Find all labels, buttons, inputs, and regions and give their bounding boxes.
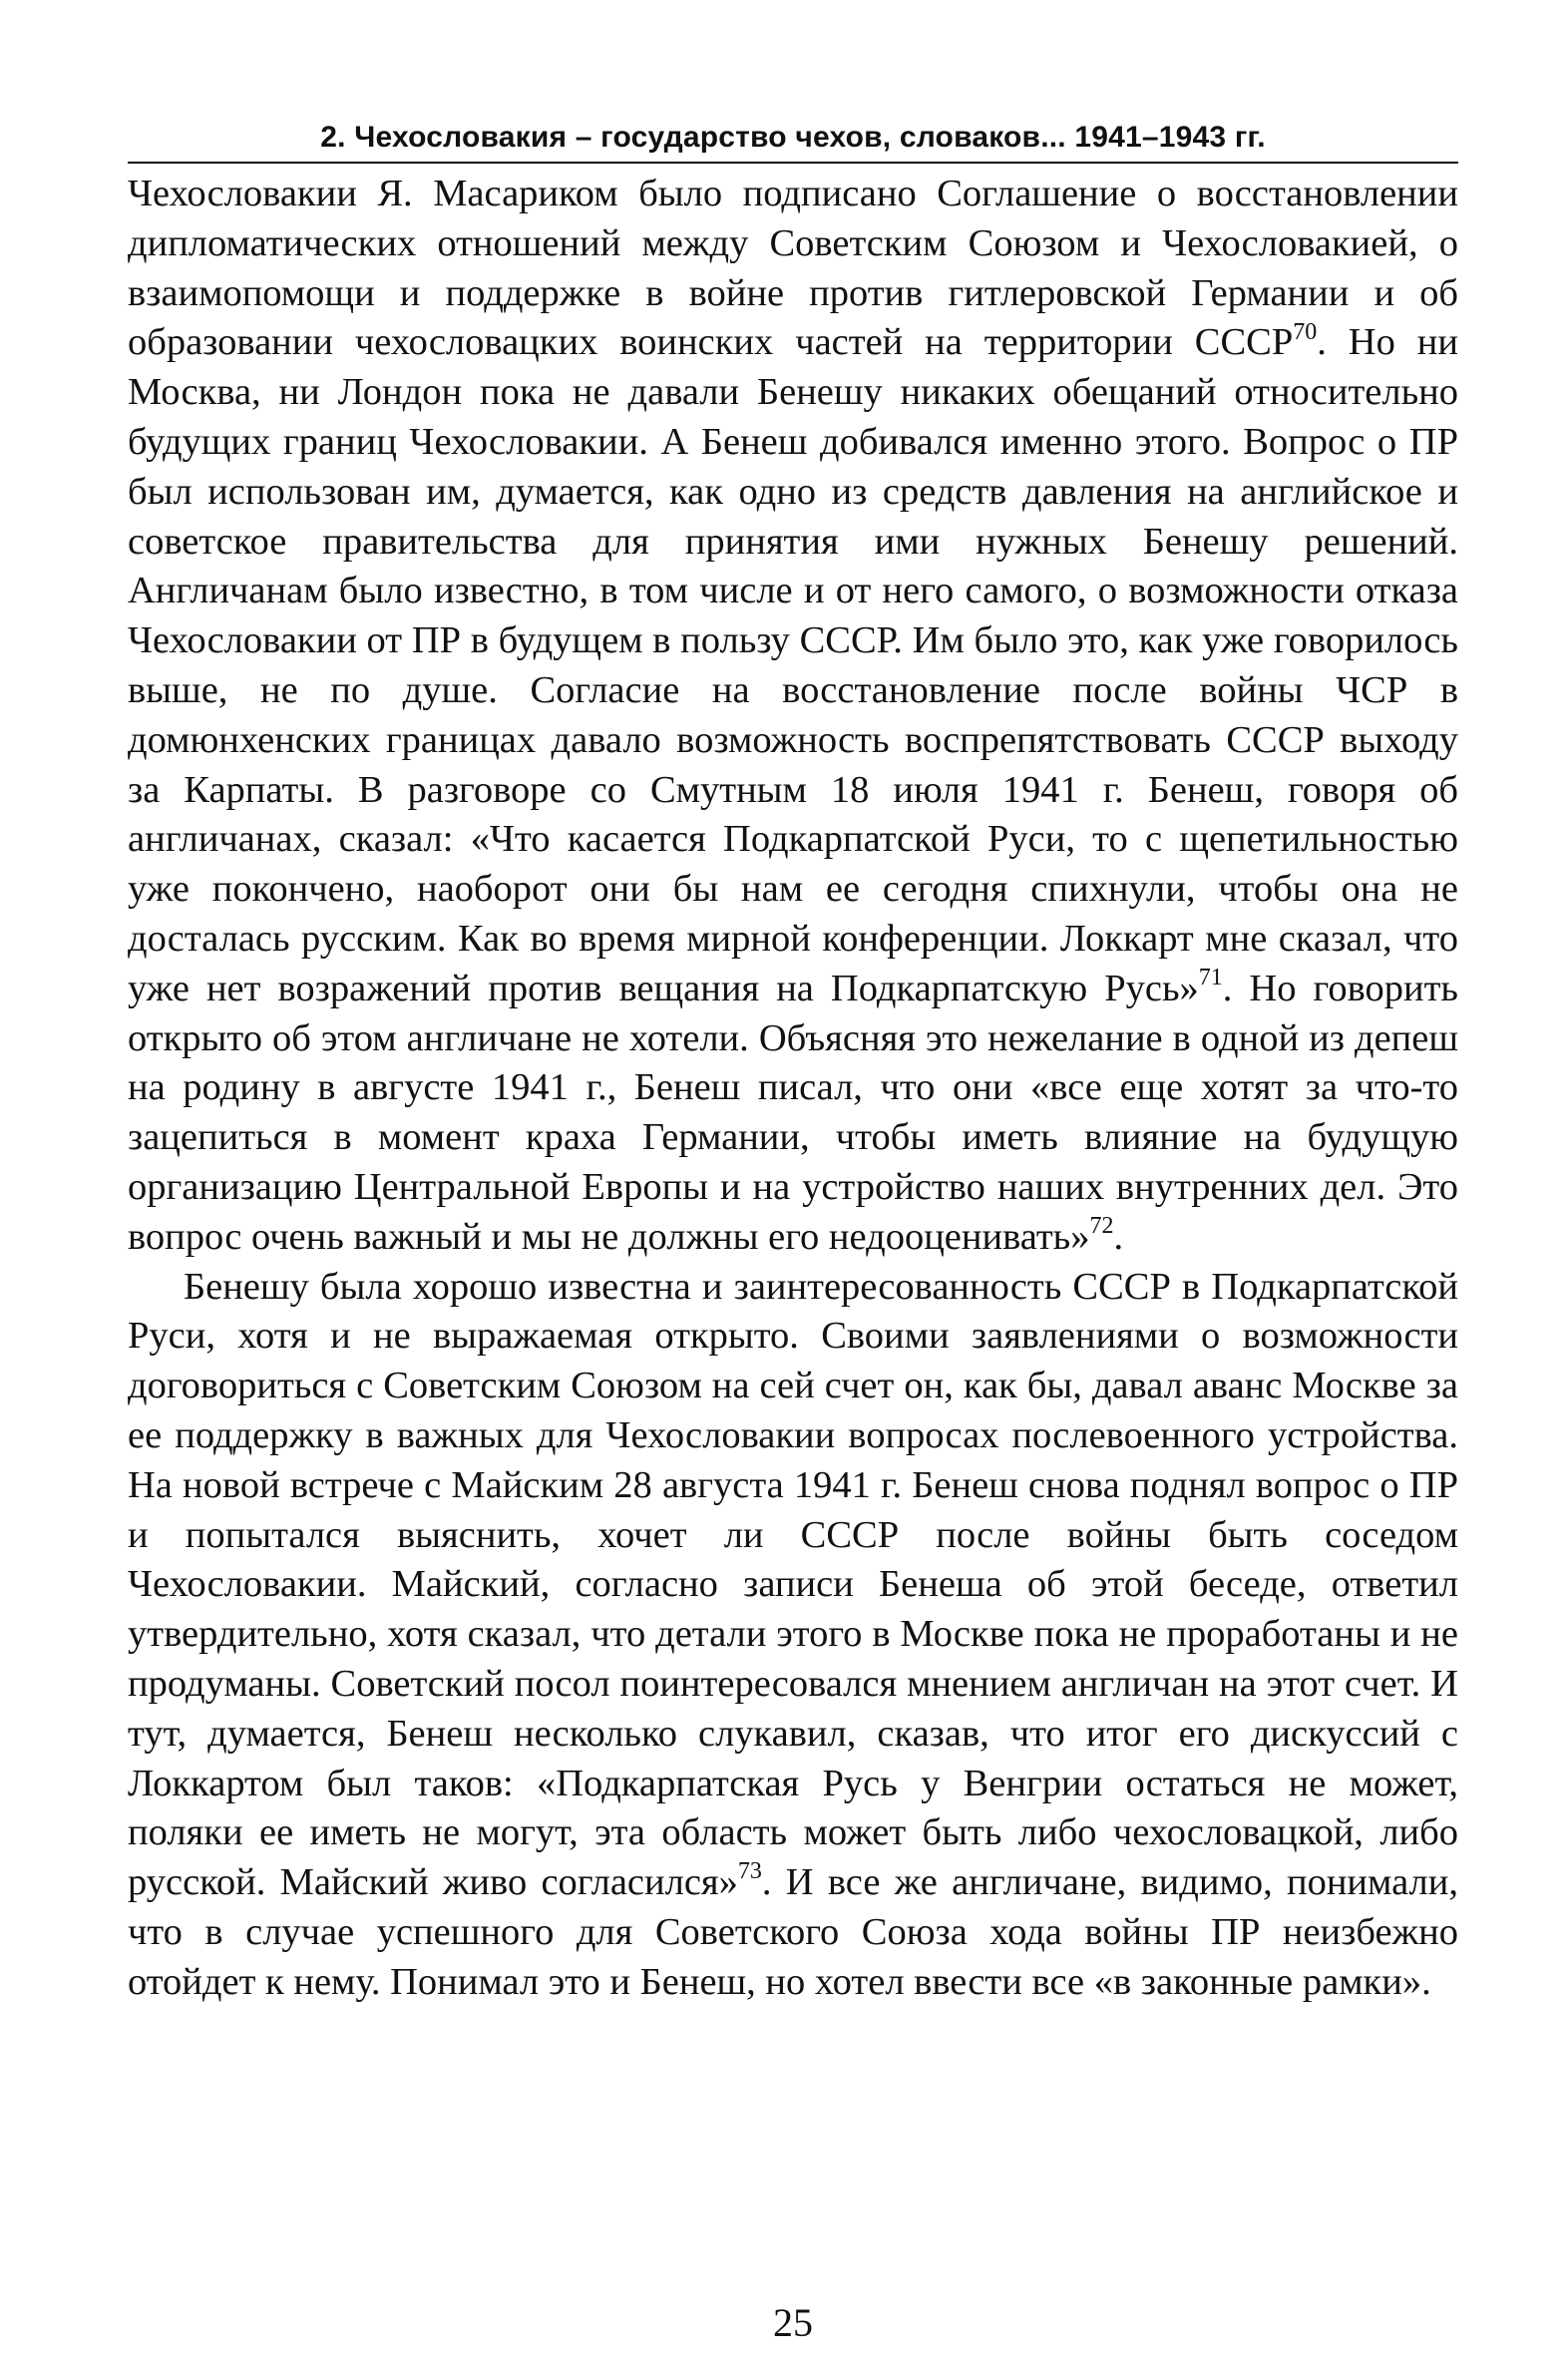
- paragraph-text: Чехословакии Я. Масариком было подписано Соглашение о восстановлении дипломатических отношений между Советским Союзом и Чехословакией, о взаимопомощи и поддержке в войне против гитлеровской Германии и об образовании чехословацких воинских частей на территории СССР: [128, 173, 1458, 364]
- page-number: 25: [773, 2300, 813, 2345]
- header-rule: [128, 162, 1458, 164]
- paragraph-2: [128, 1263, 1458, 2008]
- paragraph-text: . И все же англичане, видимо, понимали, что в случае успешного для Советского Союза хода войны ПР неизбежно отойдет к нему. Понимал это и Бенеш, но хотел ввести все «в законные рамки».: [128, 1861, 1458, 2003]
- footnote-marker: 70: [1293, 318, 1318, 345]
- book-page: [128, 120, 1458, 2345]
- running-header: 2. Чехословакия – государство чехов, словаков... 1941–1943 гг.: [320, 121, 1266, 154]
- paragraph-text: . Но ни Москва, ни Лондон пока не давали Бенешу никаких обещаний относительно будущих границ Чехословакии. А Бенеш добивался именно этого. Вопрос о ПР был использован им, думается, как одно из средств давления на английское и советское правительства для принятия ими нужных Бенешу решений. Англичанам было известно, в том числе и от него самого, о возможности отказа Чехословакии от ПР в будущем в пользу СССР. Им было это, как уже говорилось выше, не по душе. Согласие на восстановление после войны ЧСР в домюнхенских границах давало возможность воспрепятствовать СССР выходу за Карпаты. В разговоре со Смутным 18 июля 1941 г. Бенеш, говоря об англичанах, сказал: «Что касается Подкарпатской Руси, то с щепетильностью уже покончено, наоборот они бы нам ее сегодня спихнули, чтобы она не досталась русским. Как во время мирной конференции. Локкарт мне сказал, что уже нет возражений против вещания на Подкарпатскую Русь»: [128, 321, 1458, 1009]
- paragraph-text: .: [1113, 1215, 1124, 1258]
- paragraph-text: Бенешу была хорошо известна и заинтересованность СССР в Подкарпатской Руси, хотя и не выражаемая открыто. Своими заявлениями о возможности договориться с Советским Союзом на сей счет он, как бы, давал аванс Москве за ее поддержку в важных для Чехословакии вопросах послевоенного устройства. На новой встрече с Майским 28 августа 1941 г. Бенеш снова поднял вопрос о ПР и попытался выяснить, хочет ли СССР после войны быть соседом Чехословакии. Майский, согласно записи Бенеша об этой беседе, ответил утвердительно, хотя сказал, что детали этого в Москве пока не проработаны и не продуманы. Советский посол поинтересовался мнением англичан на этот счет. И тут, думается, Бенеш несколько слукавил, сказав, что итог его дискуссий с Локкартом был таков: «Подкарпатская Русь у Венгрии остаться не может, поляки ее иметь не могут, эта область может быть либо чехословацкой, либо русской. Майский живо согласился»: [128, 1265, 1458, 1904]
- footnote-marker: 73: [737, 1858, 762, 1885]
- footnote-marker: 71: [1198, 964, 1223, 990]
- paragraph-1: [128, 170, 1458, 1263]
- footnote-marker: 72: [1089, 1212, 1114, 1239]
- paragraph-text: . Но говорить открыто об этом англичане не хотели. Объясняя это нежелание в одной из депеш на родину в августе 1941 г., Бенеш писал, что они «все еще хотят за что-то зацепиться в момент краха Германии, чтобы иметь влияние на будущую организацию Центральной Европы и на устройство наших внутренних дел. Это вопрос очень важный и мы не должны его недооценивать»: [128, 967, 1458, 1258]
- body-text: [128, 170, 1458, 2007]
